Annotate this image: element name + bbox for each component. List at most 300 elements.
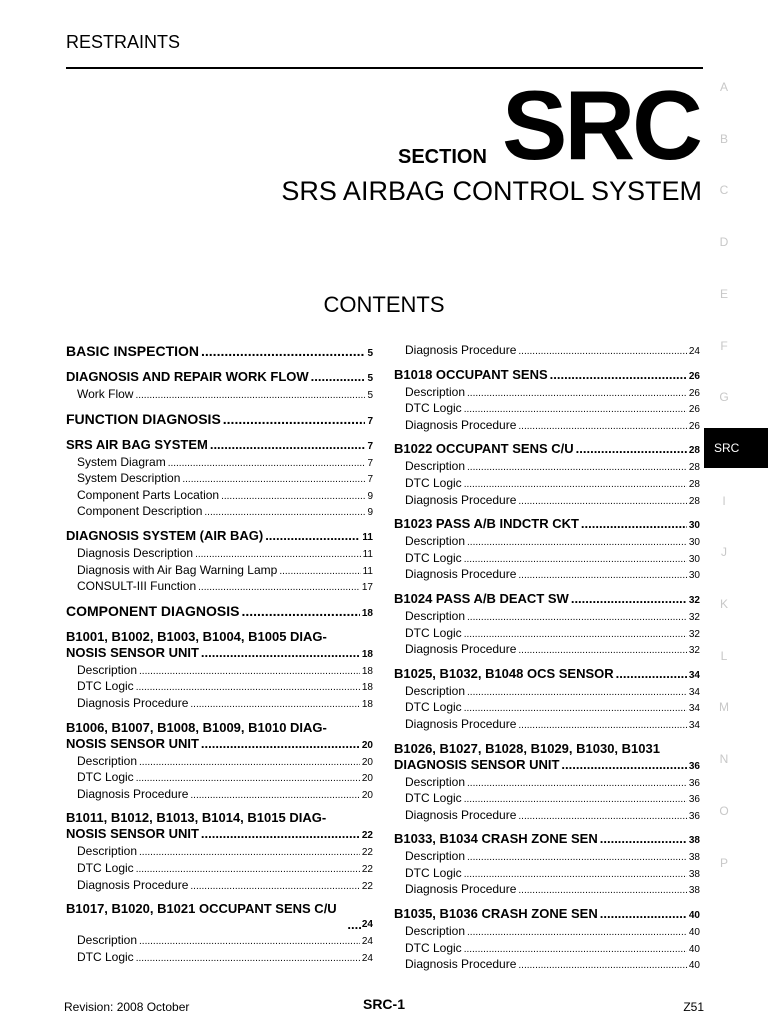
toc-entry-title-label: B1023 PASS A/B INDCTR CKT: [394, 516, 579, 532]
toc-subentry-label: DTC Logic: [405, 940, 462, 955]
dot-leader: [467, 776, 687, 792]
toc-subentry[interactable]: [405, 385, 700, 402]
toc-subentry-page: 30: [688, 570, 700, 582]
toc-entry-title-line1[interactable]: B1017, B1020, B1021 OCCUPANT SENS C/U: [66, 901, 337, 917]
toc-entry-title[interactable]: [66, 736, 373, 754]
toc-subentry[interactable]: [66, 950, 373, 967]
toc-entry-title-page: 34: [688, 669, 700, 681]
toc-entry-title-label: SRS AIR BAG SYSTEM: [66, 436, 208, 452]
toc-subentry-page: 22: [361, 880, 373, 892]
dot-leader: [136, 862, 360, 878]
toc-entry-title[interactable]: [66, 528, 373, 546]
dot-leader: [139, 664, 360, 680]
toc-subentry[interactable]: [394, 849, 700, 866]
toc-subentry[interactable]: [394, 401, 700, 418]
toc-subentry[interactable]: [66, 844, 373, 861]
toc-subentry[interactable]: [405, 418, 700, 435]
toc-left-column: [66, 343, 373, 973]
toc-subentry-page: 36: [688, 810, 700, 822]
toc-subentry[interactable]: [66, 679, 373, 696]
toc-entry-title-line1[interactable]: B1026, B1027, B1028, B1029, B1030, B1031: [394, 740, 660, 756]
dot-leader: [311, 369, 366, 385]
toc-subentry[interactable]: [394, 866, 700, 883]
toc-subentry[interactable]: [405, 459, 700, 476]
toc-subentry-page: 24: [361, 936, 373, 948]
toc-subentry[interactable]: [394, 534, 700, 551]
toc-subentry[interactable]: [77, 950, 373, 967]
toc-subentry[interactable]: [405, 401, 700, 418]
toc-subentry[interactable]: [405, 882, 700, 899]
toc-subentry[interactable]: [66, 455, 373, 472]
section-tab-k[interactable]: K: [719, 597, 728, 611]
toc-entry-title-page: 7: [367, 440, 373, 452]
toc-subentry[interactable]: [77, 878, 373, 895]
toc-subentry-label: Description: [405, 849, 466, 864]
toc-subentry-label: DTC Logic: [77, 679, 134, 694]
toc-subentry[interactable]: [394, 567, 700, 584]
toc-subentry[interactable]: [394, 684, 700, 701]
toc-subentry[interactable]: [77, 488, 373, 505]
toc-entry-heading[interactable]: [66, 411, 373, 430]
toc-subentry-page: 30: [688, 553, 700, 565]
toc-subentry-page: 24: [688, 346, 700, 357]
section-tab-l[interactable]: L: [720, 648, 728, 663]
toc-subentry-label: Description: [77, 662, 138, 677]
toc-entry-heading[interactable]: [394, 666, 700, 684]
dot-leader: [201, 645, 360, 661]
toc-entry-title-line1[interactable]: B1006, B1007, B1008, B1009, B1010 DIAG-: [66, 719, 327, 735]
dot-leader: [201, 343, 365, 359]
toc-subentry[interactable]: [405, 567, 700, 584]
toc-subentry-label: Diagnosis Procedure: [405, 417, 517, 432]
toc-entry-title[interactable]: [66, 369, 373, 387]
toc-subentry-label: Diagnosis Procedure: [77, 786, 189, 801]
toc-subentry-label: Diagnosis Procedure: [77, 877, 189, 892]
section-tab-g[interactable]: G: [719, 390, 729, 405]
toc-subentry-label: DTC Logic: [405, 625, 462, 640]
toc-subentry[interactable]: [77, 679, 373, 696]
section-code: SRC: [502, 70, 700, 180]
toc-subentry[interactable]: [66, 663, 373, 680]
toc-subentry[interactable]: [66, 579, 373, 596]
toc-subentry-page: 20: [361, 789, 373, 801]
toc-entry-heading[interactable]: [66, 736, 373, 754]
toc-entry-title-label: COMPONENT DIAGNOSIS: [66, 602, 240, 619]
toc-subentry[interactable]: [77, 563, 373, 580]
toc-subentry-label: System Description: [77, 471, 181, 486]
toc-subentry-label: Description: [77, 753, 138, 768]
toc-subentry[interactable]: [66, 387, 373, 404]
toc-subentry-page: 38: [688, 885, 700, 897]
toc-subentry-page: 20: [361, 756, 373, 768]
toc-subentry[interactable]: [77, 387, 373, 404]
dot-leader: [600, 831, 687, 847]
toc-subentry[interactable]: [66, 696, 373, 713]
section-tab-a[interactable]: A: [719, 80, 728, 94]
dot-leader: ....: [347, 917, 362, 933]
toc-entry: [66, 901, 373, 966]
toc-subentry[interactable]: [77, 455, 373, 472]
toc-subentry-page: 17: [361, 582, 373, 594]
toc-entry-heading[interactable]: [66, 603, 373, 622]
toc-entry-heading[interactable]: [66, 826, 373, 844]
toc-subentry-page: 22: [361, 847, 373, 859]
toc-subentry-page: 32: [688, 628, 700, 640]
dot-leader: [195, 547, 361, 563]
toc-subentry[interactable]: [66, 861, 373, 878]
dot-leader: [518, 643, 686, 659]
toc-subentry-label: DTC Logic: [77, 860, 134, 875]
toc-subentry-label: DTC Logic: [405, 401, 462, 416]
toc-subentry-page: 26: [688, 404, 700, 416]
toc-entry-heading[interactable]: [394, 591, 700, 609]
toc-subentry[interactable]: [405, 849, 700, 866]
toc-subentry-label: DTC Logic: [77, 770, 134, 785]
toc-subentry[interactable]: [394, 493, 700, 510]
toc-subentry-page: 18: [361, 698, 373, 710]
toc-subentry[interactable]: [77, 546, 373, 563]
toc-subentry-label: System Diagram: [77, 454, 166, 469]
toc-subentry[interactable]: [77, 504, 373, 521]
toc-subentry[interactable]: [394, 609, 700, 626]
toc-subentry[interactable]: [394, 700, 700, 717]
section-word: SECTION: [398, 146, 487, 168]
toc-entry-title-label: B1035, B1036 CRASH ZONE SEN: [394, 906, 598, 922]
dot-leader: [201, 736, 360, 752]
toc-entry: [394, 906, 700, 974]
dot-leader: [581, 516, 687, 532]
dot-leader: [518, 419, 686, 435]
toc-entry-title-label: DIAGNOSIS AND REPAIR WORK FLOW: [66, 369, 309, 384]
toc-entry-title[interactable]: [394, 757, 700, 775]
toc-subentry-label: Description: [405, 683, 466, 698]
dot-leader: [279, 564, 360, 580]
toc-entry-heading[interactable]: [66, 369, 373, 387]
toc-subentry-page: 18: [361, 682, 373, 694]
dot-leader: [518, 718, 686, 734]
toc-subentry-page: 38: [688, 852, 700, 864]
dot-leader: [518, 883, 686, 899]
toc-subentry[interactable]: [77, 861, 373, 878]
toc-entry-title[interactable]: [394, 367, 700, 385]
toc-entry-title-label: B1033, B1034 CRASH ZONE SEN: [394, 831, 598, 847]
toc-subentry[interactable]: [77, 754, 373, 771]
dot-leader: [223, 411, 366, 427]
toc-subentry[interactable]: [394, 551, 700, 568]
toc-subentry[interactable]: [66, 563, 373, 580]
dot-leader: [198, 580, 360, 596]
toc-entry-title-label: B1018 OCCUPANT SENS: [394, 366, 548, 382]
section-subtitle: SRS AIRBAG CONTROL SYSTEM: [281, 176, 702, 206]
toc-entry: [394, 831, 700, 899]
footer-model: Z51: [683, 1000, 704, 1014]
toc-entry-title-label: NOSIS SENSOR UNIT: [66, 826, 199, 842]
toc-subentry[interactable]: [405, 791, 700, 808]
dot-leader: [190, 697, 359, 713]
dot-leader: [571, 591, 687, 607]
footer-revision: Revision: 2008 October: [64, 1000, 190, 1014]
section-tab-b[interactable]: B: [719, 131, 728, 146]
toc-subentry[interactable]: [405, 700, 700, 717]
section-tab-e[interactable]: E: [719, 286, 728, 301]
toc-subentry[interactable]: [394, 385, 700, 402]
dot-leader: [464, 402, 687, 418]
footer-page-id: SRC-1: [362, 996, 405, 1012]
section-tab-i[interactable]: I: [722, 493, 726, 508]
toc-subentry[interactable]: [405, 941, 700, 958]
dot-leader: [467, 535, 687, 551]
toc-subentry-page: 11: [362, 565, 373, 577]
toc-subentry-page: 38: [688, 868, 700, 880]
toc-subentry-page: 18: [361, 665, 373, 677]
toc-subentry-label: Description: [405, 534, 466, 549]
toc-entry-title-page: 5: [367, 373, 373, 384]
toc-entry-heading[interactable]: [394, 367, 700, 385]
toc-subentry[interactable]: [405, 924, 700, 941]
toc-subentry-label: Diagnosis Procedure: [77, 695, 189, 710]
toc-entry-title[interactable]: [66, 645, 373, 663]
toc-entry-title-label: DIAGNOSIS SYSTEM (AIR BAG): [66, 527, 264, 543]
dot-leader: [518, 344, 686, 360]
toc-entry-title[interactable]: [394, 441, 700, 459]
toc-subentry-label: Component Parts Location: [77, 487, 220, 502]
toc-subentry[interactable]: [405, 684, 700, 701]
toc-subentry[interactable]: [394, 775, 700, 792]
section-tab-p[interactable]: P: [719, 855, 728, 870]
toc-subentry-page: 32: [688, 645, 700, 657]
toc-subentry[interactable]: [394, 924, 700, 941]
toc-subentry[interactable]: [77, 933, 373, 950]
toc-entry-title-line1[interactable]: B1011, B1012, B1013, B1014, B1015 DIAG-: [66, 810, 327, 826]
toc-subentry-label: Component Description: [77, 504, 203, 519]
section-tab-n[interactable]: N: [719, 752, 729, 767]
toc-entry-page-line: [66, 917, 373, 933]
section-tab-o[interactable]: O: [719, 803, 729, 818]
toc-subentry[interactable]: [394, 717, 700, 734]
section-tab-m[interactable]: M: [719, 700, 729, 715]
toc-entry: [66, 528, 373, 596]
toc-entry-title-label: BASIC INSPECTION: [66, 343, 200, 359]
toc-subentry-label: Diagnosis Procedure: [405, 492, 517, 507]
toc-subentry[interactable]: [66, 546, 373, 563]
toc-subentry[interactable]: [66, 488, 373, 505]
toc-subentry-label: DTC Logic: [405, 475, 462, 490]
toc-entry-title-page: 38: [688, 835, 700, 847]
dot-leader: [139, 845, 360, 861]
toc-entry: [66, 720, 373, 804]
toc-entry-heading[interactable]: [66, 437, 373, 455]
toc-subentry[interactable]: [405, 476, 700, 493]
toc-subentry[interactable]: [394, 957, 700, 974]
toc-entry: [66, 810, 373, 894]
toc-subentry[interactable]: [405, 493, 700, 510]
section-tab-c[interactable]: C: [719, 183, 729, 198]
toc-entry-title[interactable]: [66, 437, 373, 455]
toc-subentry-label: Diagnosis Procedure: [405, 343, 517, 357]
toc-subentry[interactable]: [66, 754, 373, 771]
toc-subentry[interactable]: [66, 770, 373, 787]
toc-subentry[interactable]: [394, 459, 700, 476]
toc-entry-heading[interactable]: [394, 441, 700, 459]
toc-subentry-page: 20: [361, 773, 373, 785]
dot-leader: [221, 489, 365, 505]
dot-leader: [168, 456, 366, 472]
toc-subentry[interactable]: [66, 787, 373, 804]
toc-subentry[interactable]: [405, 717, 700, 734]
toc-subentry-label: Description: [77, 844, 138, 859]
dot-leader: [518, 958, 686, 974]
toc-subentry[interactable]: [66, 504, 373, 521]
toc-subentry-label: Diagnosis Procedure: [405, 567, 517, 582]
toc-right-column: [394, 343, 700, 981]
toc-subentry[interactable]: [394, 343, 700, 360]
dot-leader: [241, 603, 359, 619]
toc-subentry-label: Diagnosis Procedure: [405, 807, 517, 822]
toc-entry-title-page: 36: [688, 760, 700, 772]
toc-entry-title-page: 28: [688, 445, 700, 457]
toc-entry-title[interactable]: [66, 411, 373, 430]
toc-entry-title-label: NOSIS SENSOR UNIT: [66, 735, 199, 751]
toc-entry: [66, 437, 373, 521]
toc-subentry[interactable]: [394, 791, 700, 808]
toc-subentry[interactable]: [77, 471, 373, 488]
toc-subentry[interactable]: [405, 343, 700, 360]
toc-entry-title-label: B1022 OCCUPANT SENS C/U: [394, 441, 574, 457]
toc-subentry[interactable]: [77, 787, 373, 804]
toc-subentry[interactable]: [77, 844, 373, 861]
toc-entry-title-page: 32: [688, 594, 700, 606]
dot-leader: [135, 388, 365, 404]
toc-subentry[interactable]: [405, 534, 700, 551]
toc-subentry-label: Description: [405, 459, 466, 474]
toc-entry-title[interactable]: [66, 343, 373, 362]
dot-leader: [210, 437, 366, 453]
toc-subentry-page: 24: [361, 952, 373, 964]
toc-entry-title-label: B1024 PASS A/B DEACT SW: [394, 590, 569, 606]
toc-subentry[interactable]: [405, 609, 700, 626]
toc-subentry-label: Work Flow: [77, 387, 134, 401]
toc-entry: [394, 516, 700, 584]
toc-subentry[interactable]: [394, 808, 700, 825]
toc-subentry-page: 40: [688, 943, 700, 955]
toc-entry-title[interactable]: [66, 826, 373, 844]
toc-entry-title-page: 18: [361, 648, 373, 660]
toc-subentry-page: 28: [688, 495, 700, 507]
toc-subentry-page: 28: [688, 462, 700, 474]
toc-subentry[interactable]: [77, 770, 373, 787]
toc-entry-title-line1[interactable]: B1001, B1002, B1003, B1004, B1005 DIAG-: [66, 628, 327, 644]
section-tab-f[interactable]: F: [720, 338, 728, 353]
toc-entry-title[interactable]: [394, 516, 700, 534]
toc-subentry-page: 34: [688, 703, 700, 715]
toc-entry: [66, 629, 373, 713]
toc-subentry-label: Diagnosis Description: [77, 545, 194, 560]
toc-subentry-page: 7: [367, 457, 373, 469]
toc-subentry-label: Description: [77, 933, 138, 948]
dot-leader: [139, 934, 360, 950]
toc-subentry-label: Description: [405, 924, 466, 939]
dot-leader: [190, 879, 359, 895]
toc-subentry[interactable]: [66, 471, 373, 488]
toc-subentry[interactable]: [405, 642, 700, 659]
toc-entry-heading[interactable]: [394, 906, 700, 924]
toc-subentry[interactable]: [405, 866, 700, 883]
toc-subentry[interactable]: [66, 878, 373, 895]
toc-entry: [394, 741, 700, 825]
dot-leader: [467, 685, 687, 701]
toc-subentry-label: DTC Logic: [77, 949, 134, 964]
toc-subentry[interactable]: [405, 775, 700, 792]
dot-leader: [136, 951, 360, 967]
toc-entry: [394, 367, 700, 435]
toc-subentry[interactable]: [394, 882, 700, 899]
toc-subentry-label: DTC Logic: [405, 550, 462, 565]
toc-entry-heading[interactable]: [66, 343, 373, 362]
toc-entry-title[interactable]: [394, 666, 700, 684]
contents-title: CONTENTS: [323, 292, 445, 317]
dot-leader: [464, 942, 687, 958]
toc-entry-title-page: 40: [688, 910, 700, 922]
dot-leader: [518, 809, 686, 825]
toc-subentry-label: Diagnosis Procedure: [405, 642, 517, 657]
toc-subentry-page: 40: [688, 960, 700, 972]
toc-entry: [66, 343, 373, 362]
toc-subentry[interactable]: [405, 808, 700, 825]
toc-entry-heading[interactable]: [394, 516, 700, 534]
toc-entry-heading[interactable]: [66, 528, 373, 546]
toc-entry-title[interactable]: [394, 906, 700, 924]
section-tab-d[interactable]: D: [719, 235, 729, 250]
toc-subentry[interactable]: [405, 626, 700, 643]
toc-entry: [394, 441, 700, 509]
toc-subentry[interactable]: [394, 626, 700, 643]
toc-entry-heading[interactable]: [394, 831, 700, 849]
toc-entry-title[interactable]: [394, 591, 700, 609]
toc-subentry-label: Diagnosis Procedure: [405, 716, 517, 731]
toc-subentry-page: 30: [688, 537, 700, 549]
toc-entry-title-label: B1025, B1032, B1048 OCS SENSOR: [394, 665, 614, 681]
toc-subentry[interactable]: [77, 663, 373, 680]
dot-leader: [467, 460, 687, 476]
toc-subentry[interactable]: [77, 579, 373, 596]
toc-subentry[interactable]: [394, 418, 700, 435]
toc-entry: [66, 603, 373, 622]
toc-subentry[interactable]: [66, 933, 373, 950]
toc-entry-heading[interactable]: [394, 757, 700, 775]
toc-subentry-page: 28: [688, 478, 700, 490]
toc-subentry[interactable]: [394, 476, 700, 493]
toc-subentry[interactable]: [394, 941, 700, 958]
toc-entry-heading[interactable]: [66, 645, 373, 663]
toc-entry-title[interactable]: [394, 831, 700, 849]
toc-subentry[interactable]: [405, 957, 700, 974]
section-tab-j[interactable]: J: [721, 545, 727, 560]
toc-entry: [394, 343, 700, 360]
toc-entry-title-label: FUNCTION DIAGNOSIS: [66, 410, 221, 427]
dot-leader: [464, 701, 687, 717]
toc-entry-title-page: 5: [367, 348, 373, 359]
section-tab-src[interactable]: SRC: [704, 428, 768, 468]
dot-leader: [467, 850, 687, 866]
toc-subentry[interactable]: [405, 551, 700, 568]
toc-entry-title[interactable]: [66, 603, 373, 622]
toc-subentry[interactable]: [394, 642, 700, 659]
dot-leader: [136, 771, 360, 787]
toc-subentry[interactable]: [77, 696, 373, 713]
toc-entry: [394, 666, 700, 734]
toc-subentry-page: 9: [367, 490, 373, 502]
dot-leader: [464, 477, 687, 493]
